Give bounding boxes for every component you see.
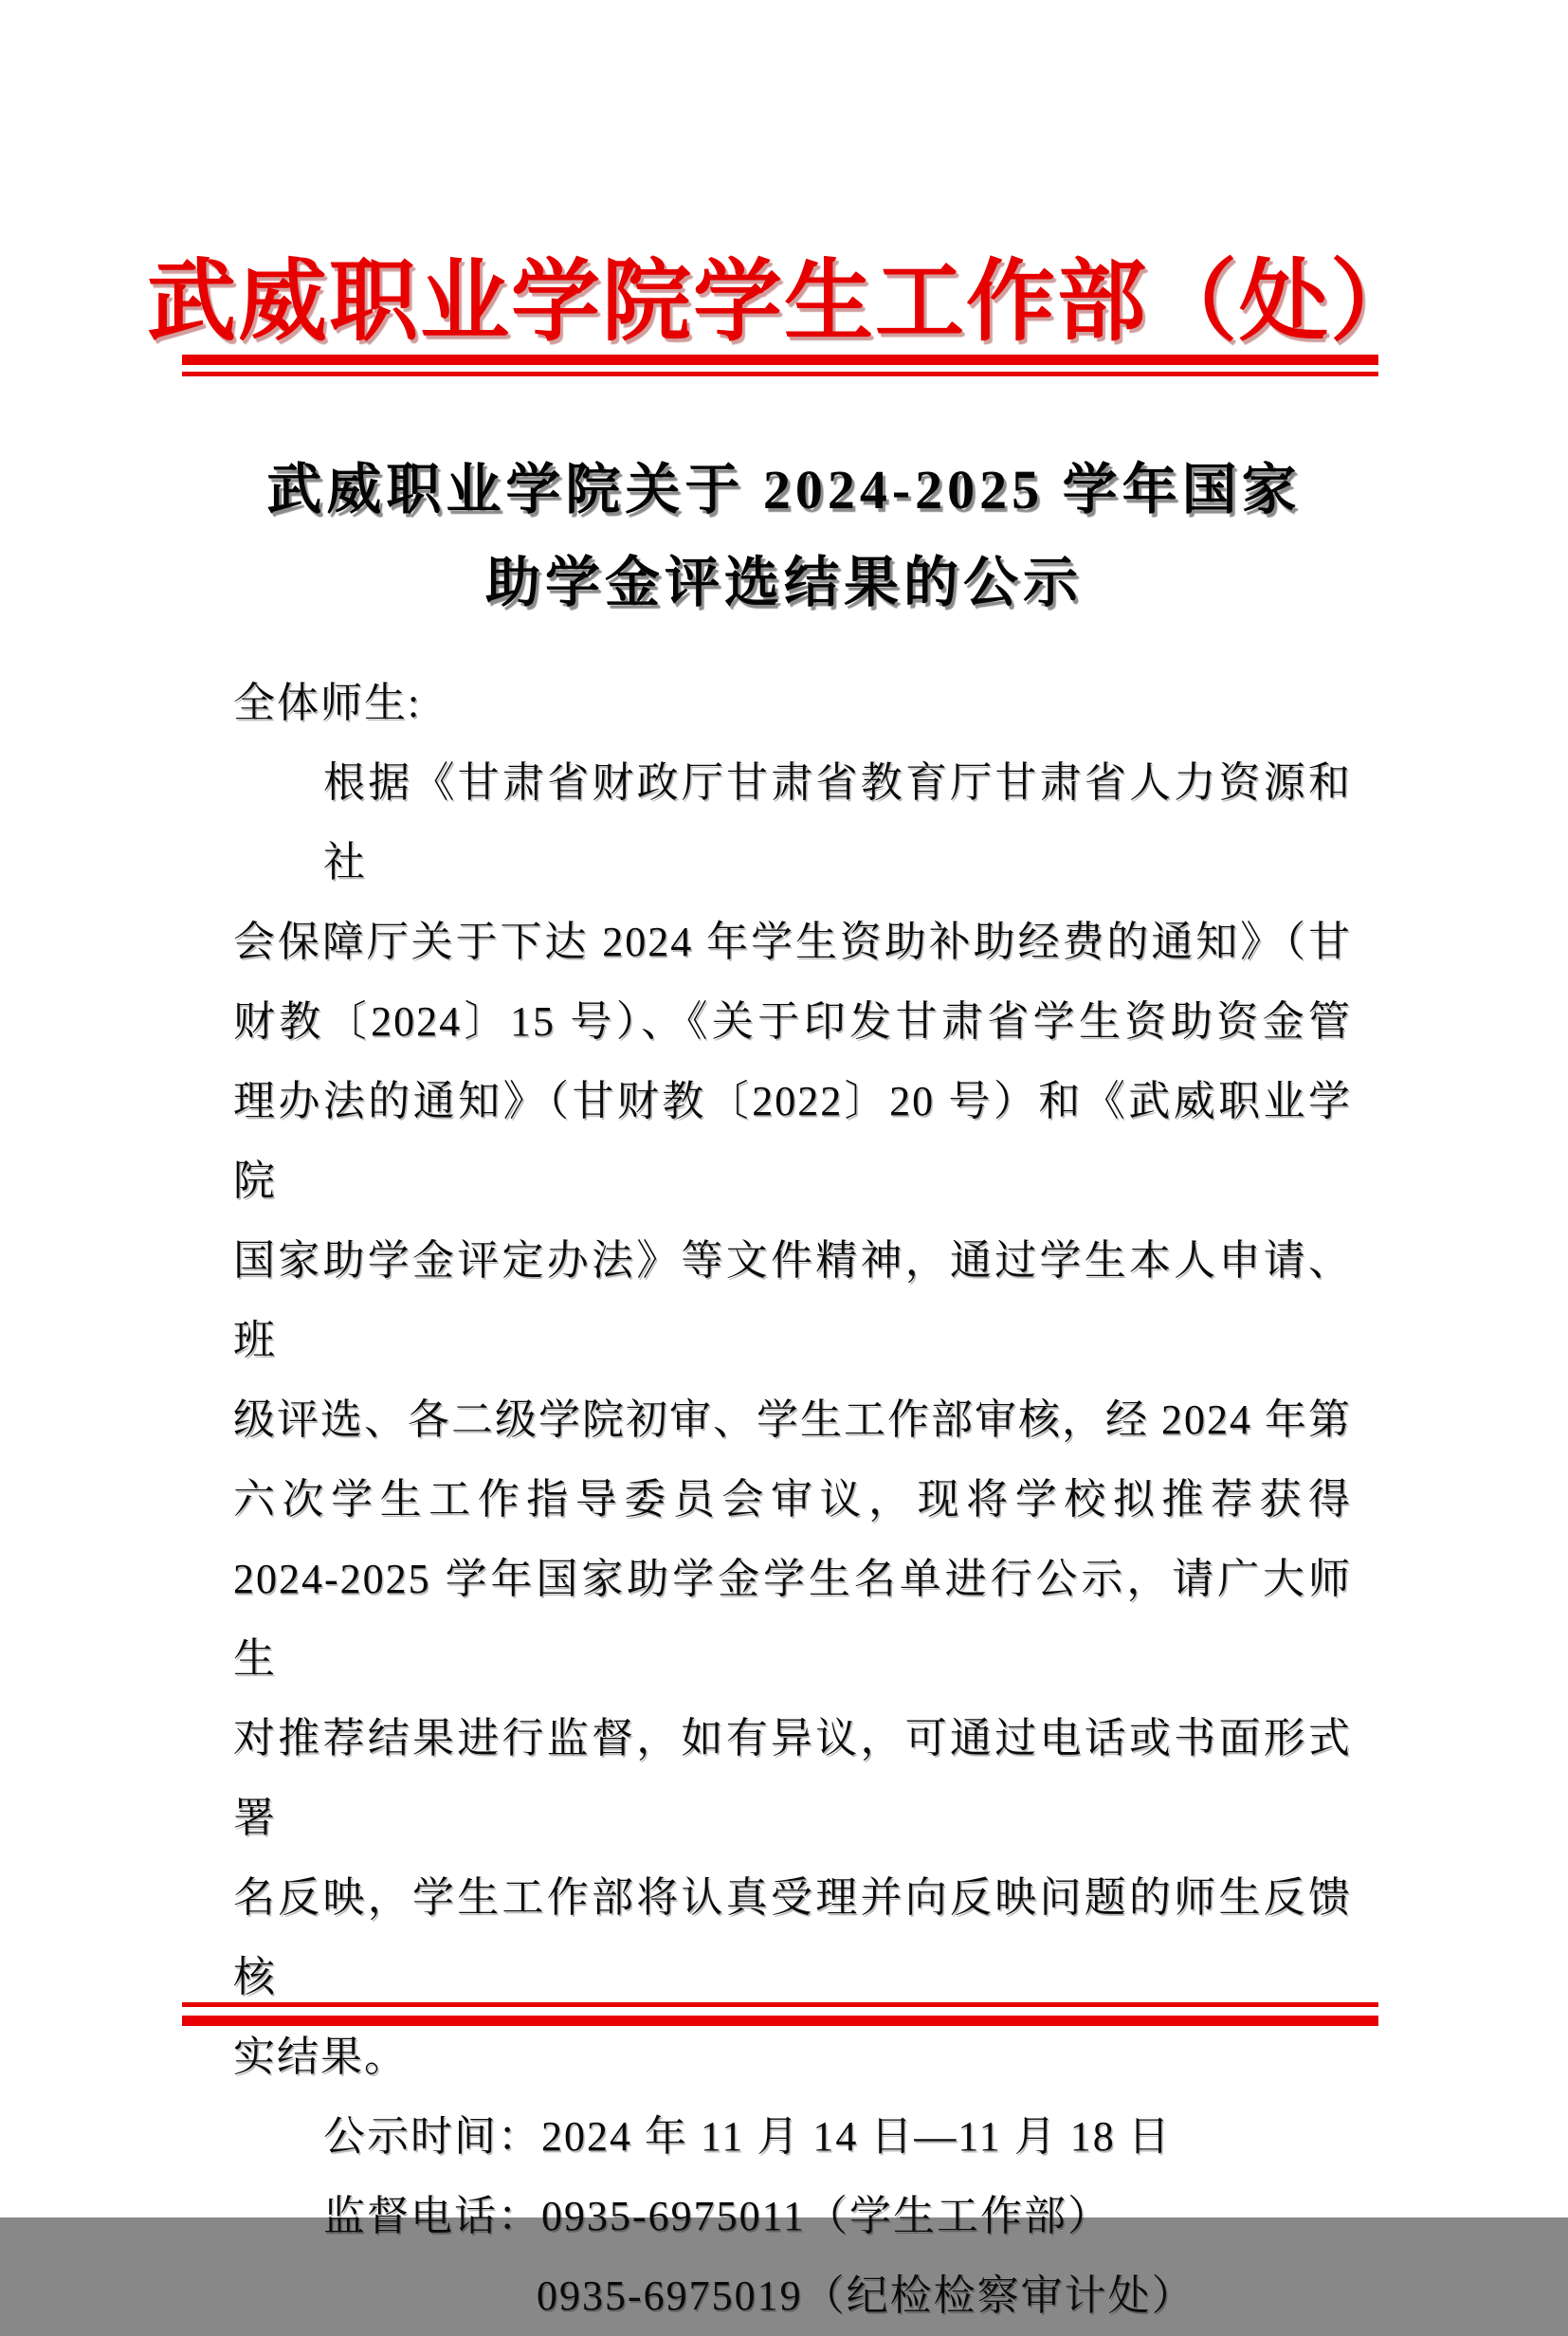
notice-title-line2: 助学金评选结果的公示 <box>484 552 1083 613</box>
notice-body <box>233 664 1352 2336</box>
paragraph-line: 国家助学金评定办法》等文件精神，通过学生本人申请、班 <box>233 1237 1352 1363</box>
supervision-phone-line-1: 监督电话：0935-6975011（学生工作部） <box>323 2193 1112 2239</box>
department-header-title: 武威职业学院学生工作部（处） <box>146 253 1421 352</box>
supervision-phone-line-2: 0935-6975019（纪检检察审计处） <box>537 2272 1195 2319</box>
notice-title <box>0 444 1568 630</box>
paragraph-line: 六次学生工作指导委员会审议，现将学校拟推荐获得 <box>233 1476 1352 1523</box>
salutation-line: 全体师生: <box>233 680 422 726</box>
footer-rule-thick <box>182 2016 1378 2026</box>
header-rule-thick <box>182 355 1378 365</box>
paragraph-line: 对推荐结果进行监督，如有异议，可通过电话或书面形式署 <box>233 1715 1352 1841</box>
paragraph-line: 理办法的通知》（甘财教〔2022〕20 号）和《武威职业学院 <box>233 1078 1352 1204</box>
paragraph-line: 财教〔2024〕15 号）、《关于印发甘肃省学生资助资金管 <box>233 998 1352 1045</box>
paragraph-line: 会保障厅关于下达 2024 年学生资助补助经费的通知》（甘 <box>233 919 1352 965</box>
footer-rule-thin <box>182 2002 1378 2007</box>
paragraph-line: 2024-2025 学年国家助学金学生名单进行公示，请广大师生 <box>233 1556 1352 1682</box>
paragraph-line: 级评选、各二级学院初审、学生工作部审核，经 2024 年第 <box>233 1396 1352 1443</box>
paragraph-closing-line: 实结果。 <box>233 2034 408 2080</box>
notice-title-line1: 武威职业学院关于 2024-2025 学年国家 <box>266 459 1302 520</box>
paragraph-line: 根据《甘肃省财政厅甘肃省教育厅甘肃省人力资源和社 <box>323 759 1352 885</box>
paragraph-line: 名反映，学生工作部将认真受理并向反映问题的师生反馈核 <box>233 1874 1352 2000</box>
header-rule-thin <box>182 372 1378 376</box>
publicity-period-line: 公示时间：2024 年 11 月 14 日—11 月 18 日 <box>323 2113 1172 2160</box>
